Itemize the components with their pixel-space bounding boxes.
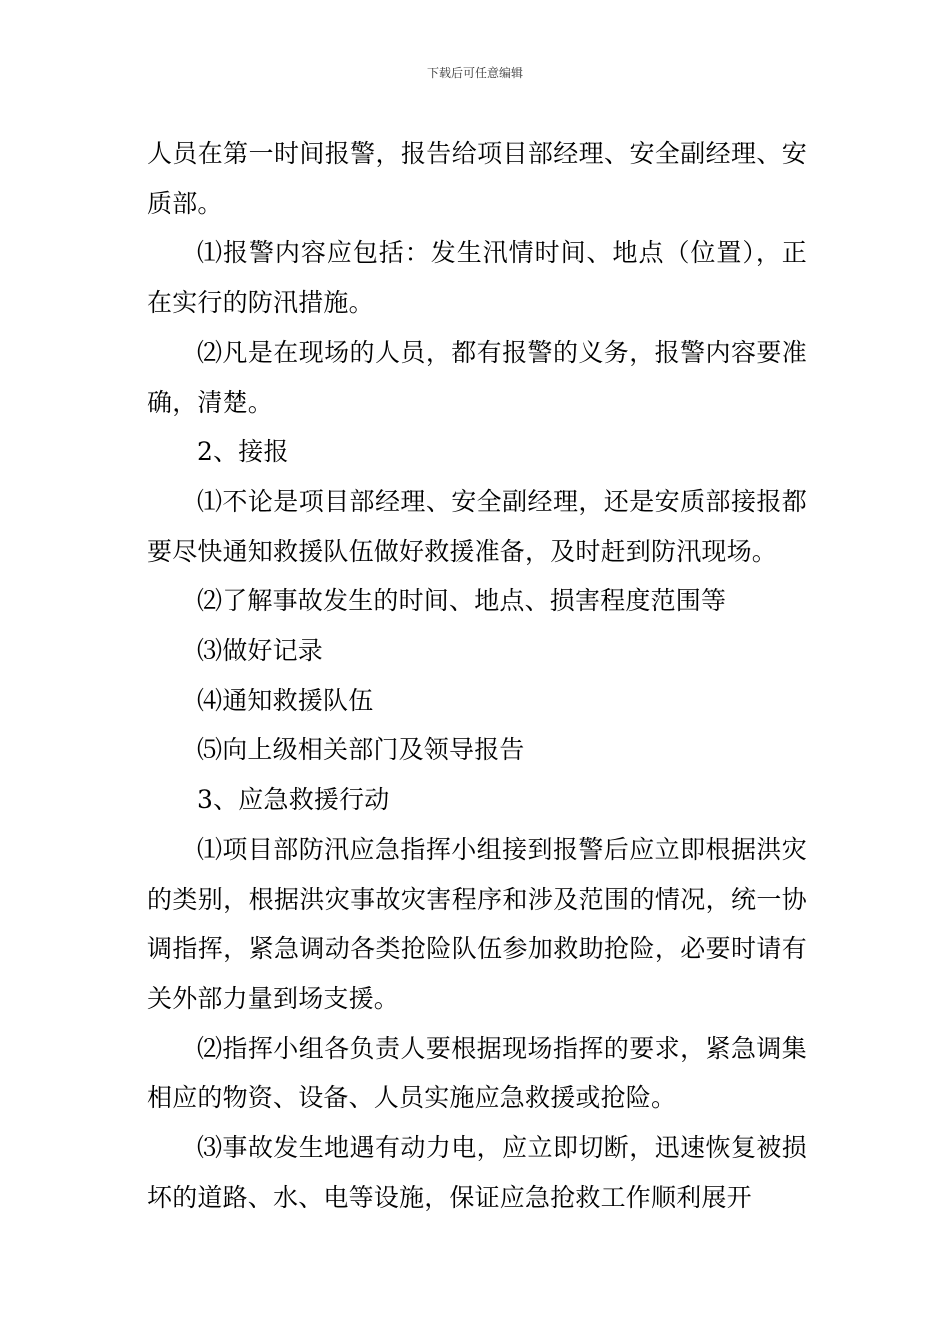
paragraph-understand-accident: ⑵了解事故发生的时间、地点、损害程度范围等 <box>197 586 727 616</box>
section-heading-emergency-action: 3、应急救援行动 <box>197 785 390 815</box>
paragraph-report-superiors: ⑸向上级相关部门及领导报告 <box>197 735 525 765</box>
paragraph-keep-records: ⑶做好记录 <box>197 636 324 666</box>
paragraph-report-intro: 人员在第一时间报警，报告给项目部经理、安全副经理、安质部。 <box>147 139 807 218</box>
paragraph-report-duty: ⑵凡是在现场的人员，都有报警的义务，报警内容要准确，清楚。 <box>147 337 807 417</box>
document-body <box>147 129 807 1222</box>
section-heading-receive-report: 2、接报 <box>197 437 289 467</box>
paragraph-notify-teams: ⑷通知救援队伍 <box>197 685 374 715</box>
paragraph-report-content: ⑴报警内容应包括：发生汛情时间、地点（位置），正在实行的防汛措施。 <box>147 238 807 318</box>
paragraph-resource-dispatch: ⑵指挥小组各负责人要根据现场指挥的要求，紧急调集相应的物资、设备、人员实施应急救援或抢险。 <box>147 1033 807 1113</box>
paragraph-command-group: ⑴项目部防汛应急指挥小组接到报警后应立即根据洪灾的类别，根据洪灾事故灾害程序和涉及范围的情况，统一协调指挥，紧急调动各类抢险队伍参加救助抢险，必要时请有关外部力量到场支援。 <box>147 834 807 1013</box>
paragraph-notify-rescue: ⑴不论是项目部经理、安全副经理，还是安质部接报都要尽快通知救援队伍做好救援准备，及时赶到防汛现场。 <box>147 486 807 566</box>
page-header: 下载后可任意编辑 <box>426 66 523 80</box>
paragraph-power-cutoff: ⑶事故发生地遇有动力电，应立即切断，迅速恢复被损坏的道路、水、电等设施，保证应急抢救工作顺利展开 <box>147 1133 807 1212</box>
